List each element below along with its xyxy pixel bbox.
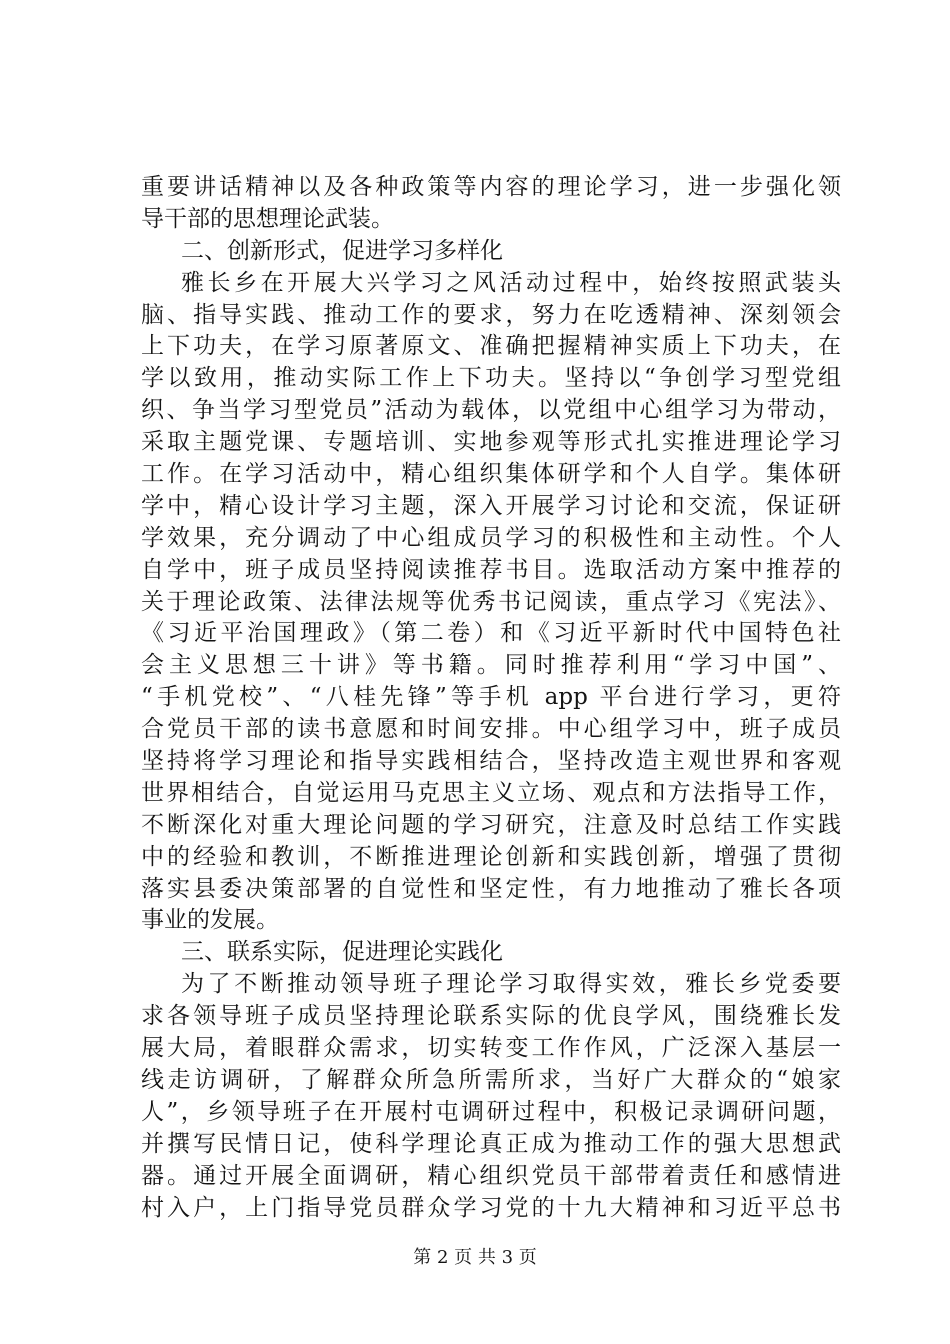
text-line: 展大局，着眼群众需求，切实转变工作作风，广泛深入基层一 xyxy=(141,1035,841,1062)
text-line: 采取主题党课、专题培训、实地参观等形式扎实推进理论学习 xyxy=(141,429,841,456)
text-line: 事业的发展。 xyxy=(141,907,279,934)
body-text xyxy=(141,172,841,1224)
text-line: 求各领导班子成员坚持理论联系实际的优良学风，围绕雅长发 xyxy=(141,1003,841,1030)
text-line: 人”，乡领导班子在开展村屯调研过程中，积极记录调研问题， xyxy=(141,1098,841,1125)
text-line: 落实县委决策部署的自觉性和坚定性，有力地推动了雅长各项 xyxy=(141,875,841,902)
text-line: “手机党校”、“八桂先锋”等手机 app 平台进行学习，更符 xyxy=(141,684,841,711)
text-line: 为了不断推动领导班子理论学习取得实效，雅长乡党委要 xyxy=(181,971,841,998)
text-line: 线走访调研，了解群众所急所需所求，当好广大群众的“娘家 xyxy=(141,1066,841,1093)
text-line: 自学中，班子成员坚持阅读推荐书目。选取活动方案中推荐的 xyxy=(141,556,841,583)
page-footer: 第 2 页 共 3 页 xyxy=(413,1247,537,1268)
text-line: 并撰写民情日记，使科学理论真正成为推动工作的强大思想武 xyxy=(141,1130,841,1157)
text-line: 器。通过开展全面调研，精心组织党员干部带着责任和感情进 xyxy=(141,1162,841,1189)
text-line: 合党员干部的读书意愿和时间安排。中心组学习中，班子成员 xyxy=(141,716,841,743)
text-line: 学效果，充分调动了中心组成员学习的积极性和主动性。个人 xyxy=(141,524,841,551)
text-line: 坚持将学习理论和指导实践相结合，坚持改造主观世界和客观 xyxy=(141,748,841,775)
text-line: 学中，精心设计学习主题，深入开展学习讨论和交流，保证研 xyxy=(141,492,841,519)
text-line: 工作。在学习活动中，精心组织集体研学和个人自学。集体研 xyxy=(141,461,841,488)
text-line: 世界相结合，自觉运用马克思主义立场、观点和方法指导工作， xyxy=(141,779,841,806)
text-line: 导干部的思想理论武装。 xyxy=(141,205,394,232)
text-line: 织、争当学习型党员”活动为载体，以党组中心组学习为带动， xyxy=(141,397,841,424)
text-line: 中的经验和教训，不断推进理论创新和实践创新，增强了贯彻 xyxy=(141,843,841,870)
text-line: 《习近平治国理政》（第二卷）和《习近平新时代中国特色社 xyxy=(141,620,841,647)
section-heading: 三、联系实际，促进理论实践化 xyxy=(181,939,503,966)
text-line: 学以致用，推动实际工作上下功夫。坚持以“争创学习型党组 xyxy=(141,365,841,392)
section-heading: 二、创新形式，促进学习多样化 xyxy=(181,237,503,264)
text-line: 关于理论政策、法律法规等优秀书记阅读，重点学习《宪法》、 xyxy=(141,588,841,615)
text-line: 雅长乡在开展大兴学习之风活动过程中，始终按照武装头 xyxy=(181,269,841,296)
text-line: 脑、指导实践、推动工作的要求，努力在吃透精神、深刻领会 xyxy=(141,301,841,328)
text-line: 上下功夫，在学习原著原文、准确把握精神实质上下功夫，在 xyxy=(141,333,841,360)
text-line: 村入户，上门指导党员群众学习党的十九大精神和习近平总书 xyxy=(141,1194,841,1221)
text-line: 会主义思想三十讲》等书籍。同时推荐利用“学习中国”、 xyxy=(141,652,841,679)
text-line: 不断深化对重大理论问题的学习研究，注意及时总结工作实践 xyxy=(141,811,841,838)
text-line: 重要讲话精神以及各种政策等内容的理论学习，进一步强化领 xyxy=(141,174,841,200)
